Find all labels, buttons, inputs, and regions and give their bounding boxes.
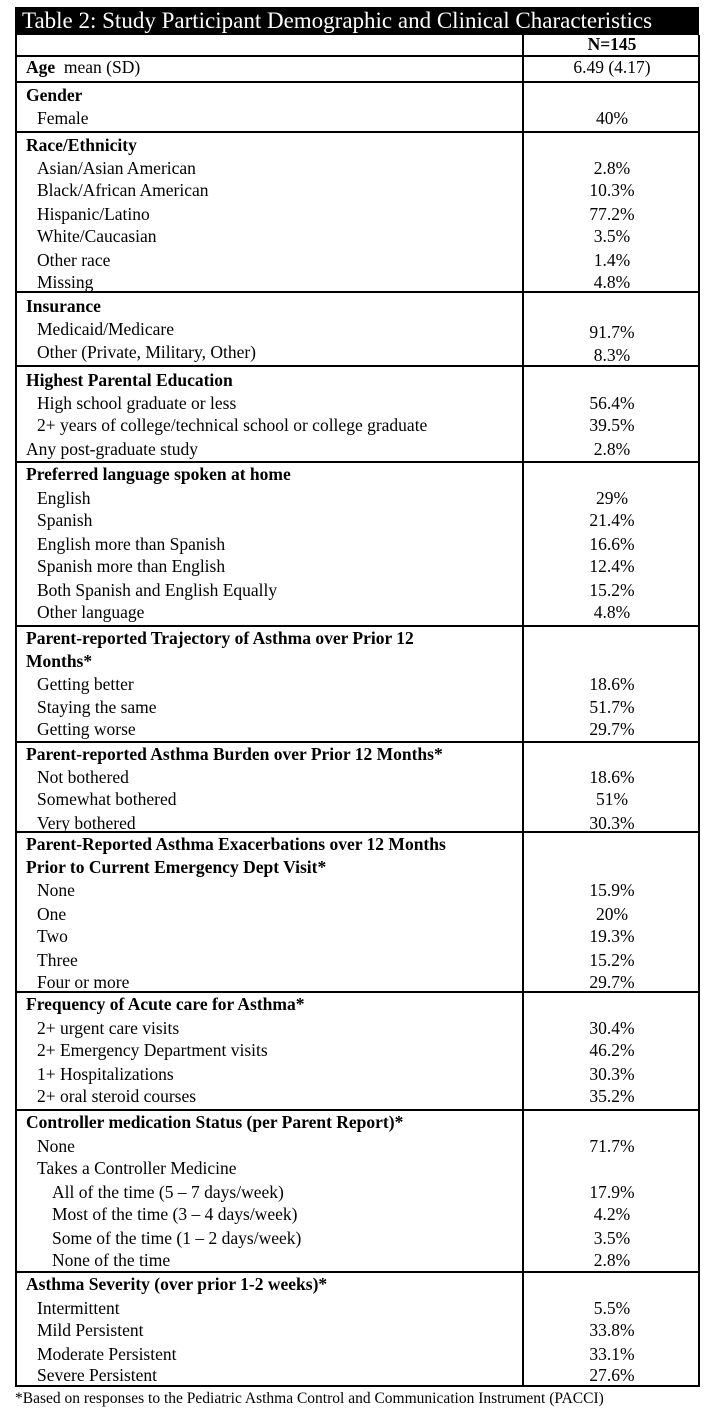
row-value: 29% — [595, 488, 629, 508]
table-row — [17, 1249, 698, 1272]
table-row — [17, 533, 698, 556]
section-heading: Frequency of Acute care for Asthma* — [26, 994, 305, 1014]
row-label: Missing — [37, 272, 94, 292]
row-value: 4.2% — [593, 1204, 631, 1224]
row-label: Most of the time (3 – 4 days/week) — [52, 1204, 298, 1224]
table-row — [17, 1017, 698, 1040]
age-label — [26, 56, 516, 79]
row-label: Medicaid/Medicare — [37, 319, 175, 339]
row-value: 4.8% — [593, 272, 631, 292]
age-value: 6.49 (4.17) — [573, 57, 651, 77]
table-row — [17, 414, 698, 437]
demographics-table — [15, 35, 700, 1387]
row-value: 27.6% — [589, 1365, 635, 1385]
row-value: 5.5% — [593, 1298, 631, 1318]
row-value: 12.4% — [589, 556, 635, 576]
row-label: Hispanic/Latino — [37, 204, 150, 224]
table-row — [17, 1343, 698, 1366]
table-row — [17, 179, 698, 202]
row-value: 29.7% — [589, 719, 635, 739]
row-value: 3.5% — [593, 1228, 631, 1248]
row-label: Spanish — [37, 510, 93, 530]
row-label: 2+ oral steroid courses — [37, 1086, 197, 1106]
section-heading-continued: Months* — [26, 651, 93, 671]
row-value: 77.2% — [589, 204, 635, 224]
race-section — [17, 131, 698, 291]
row-value: 15.2% — [589, 950, 635, 970]
row-label: High school graduate or less — [37, 393, 237, 413]
row-value: 51% — [595, 789, 629, 809]
row-value: 30.4% — [589, 1018, 635, 1038]
row-label: 2+ urgent care visits — [37, 1018, 180, 1038]
row-value: 20% — [595, 904, 629, 924]
row-value: 4.8% — [593, 602, 631, 622]
table-row — [17, 249, 698, 272]
row-value: 21.4% — [589, 510, 635, 530]
row-label: 2+ Emergency Department visits — [37, 1040, 268, 1060]
row-label: 2+ years of college/technical school or college graduate — [37, 415, 428, 435]
row-value: 51.7% — [589, 697, 635, 717]
table-row — [17, 1203, 698, 1226]
table-row — [17, 318, 698, 341]
row-label: Not bothered — [37, 767, 129, 787]
row-value: 18.6% — [589, 674, 635, 694]
controller-section — [17, 1109, 698, 1271]
row-label: Other race — [37, 250, 111, 270]
section-heading: Asthma Severity (over prior 1-2 weeks)* — [26, 1274, 328, 1294]
table-row — [17, 225, 698, 248]
table-title: Table 2: Study Participant Demographic and Clinical Characteristics — [15, 7, 699, 35]
row-label: None — [37, 1136, 75, 1156]
row-label: Very bothered — [37, 813, 136, 833]
section-heading: Controller medication Status (per Parent Report)* — [26, 1112, 404, 1132]
row-value: 16.6% — [589, 534, 635, 554]
table-row — [17, 1181, 698, 1204]
row-label: None — [37, 880, 75, 900]
section-heading: Parent-reported Trajectory of Asthma over Prior 12 — [26, 628, 414, 648]
row-label: Both Spanish and English Equally — [37, 580, 278, 600]
row-value: 3.5% — [593, 226, 631, 246]
table-row — [17, 1227, 698, 1250]
table-row — [17, 696, 698, 719]
row-label: Two — [37, 926, 68, 946]
table-row — [17, 1063, 698, 1086]
table-row — [17, 879, 698, 902]
table-row — [17, 509, 698, 532]
row-value: 19.3% — [589, 926, 635, 946]
row-label: Moderate Persistent — [37, 1344, 177, 1364]
table-row — [17, 203, 698, 226]
row-label: Severe Persistent — [37, 1365, 158, 1385]
row-label: Three — [37, 950, 78, 970]
row-value: 39.5% — [589, 415, 635, 435]
section-heading-continued: Prior to Current Emergency Dept Visit* — [26, 857, 327, 877]
table-row — [17, 1039, 698, 1062]
row-value: 2.8% — [593, 158, 631, 178]
sample-size-header: N=145 — [587, 34, 637, 54]
section-heading: Gender — [26, 85, 83, 105]
row-label: Other language — [37, 602, 145, 622]
language-section — [17, 461, 698, 625]
row-value: 40% — [595, 108, 629, 128]
header-section — [17, 35, 698, 55]
section-heading: Parent-reported Asthma Burden over Prior 12 Months* — [26, 744, 443, 764]
row-value: 33.1% — [589, 1344, 635, 1364]
row-label: mean (SD) — [63, 57, 141, 77]
row-label: Getting worse — [37, 719, 136, 739]
row-value: 15.2% — [589, 580, 635, 600]
row-label: Other (Private, Military, Other) — [37, 342, 257, 362]
row-label: Female — [37, 108, 89, 128]
row-label: English more than Spanish — [37, 534, 226, 554]
row-value: 91.7% — [589, 322, 635, 342]
section-heading: Preferred language spoken at home — [26, 464, 291, 484]
row-label: 1+ Hospitalizations — [37, 1064, 174, 1084]
row-value: 35.2% — [589, 1086, 635, 1106]
row-value: 10.3% — [589, 180, 635, 200]
row-value: 15.9% — [589, 880, 635, 900]
table-row — [17, 718, 698, 741]
table-row — [17, 949, 698, 972]
table-row — [17, 579, 698, 602]
row-label: Takes a Controller Medicine — [37, 1158, 237, 1178]
table-row — [17, 766, 698, 789]
table-row — [17, 1319, 698, 1342]
table-row — [17, 1364, 698, 1387]
section-heading: Insurance — [26, 296, 101, 316]
row-label: None of the time — [52, 1250, 171, 1270]
row-value: 56.4% — [589, 393, 635, 413]
table-row — [17, 107, 698, 130]
row-label: Somewhat bothered — [37, 789, 177, 809]
table-row — [17, 487, 698, 510]
table-row — [17, 925, 698, 948]
table-row — [17, 1157, 698, 1180]
burden-section — [17, 741, 698, 831]
insurance-section — [17, 291, 698, 365]
table-row — [17, 438, 698, 461]
row-value: 71.7% — [589, 1136, 635, 1156]
row-value: 30.3% — [589, 813, 635, 833]
row-value: 17.9% — [589, 1182, 635, 1202]
row-label: English — [37, 488, 91, 508]
row-label: Some of the time (1 – 2 days/week) — [52, 1228, 302, 1248]
row-label: Getting better — [37, 674, 134, 694]
row-label: Staying the same — [37, 697, 157, 717]
row-value: 46.2% — [589, 1040, 635, 1060]
table-row — [17, 903, 698, 926]
row-value: 29.7% — [589, 972, 635, 992]
section-heading: Race/Ethnicity — [26, 135, 137, 155]
row-label: Black/African American — [37, 180, 209, 200]
table-row — [17, 1085, 698, 1108]
row-label: Intermittent — [37, 1298, 120, 1318]
row-label: Mild Persistent — [37, 1320, 144, 1340]
table-row — [17, 601, 698, 624]
row-label: Any post-graduate study — [26, 439, 199, 459]
row-label: Age — [26, 57, 56, 77]
gender-section — [17, 81, 698, 131]
row-value: 2.8% — [593, 439, 631, 459]
row-value: 8.3% — [593, 345, 631, 365]
table-row — [17, 555, 698, 578]
row-label: One — [37, 904, 67, 924]
table-footnote: *Based on responses to the Pediatric Asthma Control and Communication Instrument (PACCI) — [15, 1390, 604, 1407]
row-label: Spanish more than English — [37, 556, 226, 576]
row-label: White/Caucasian — [37, 226, 157, 246]
section-heading: Parent-Reported Asthma Exacerbations over 12 Months — [26, 834, 446, 854]
table-row — [17, 392, 698, 415]
section-heading: Highest Parental Education — [26, 370, 233, 390]
table-row — [17, 673, 698, 696]
education-section — [17, 365, 698, 461]
table-row — [17, 341, 698, 364]
age-section — [17, 55, 698, 81]
trajectory-section — [17, 625, 698, 741]
severity-section — [17, 1271, 698, 1387]
row-value: 1.4% — [593, 250, 631, 270]
table-row — [17, 1135, 698, 1158]
row-label: All of the time (5 – 7 days/week) — [52, 1182, 284, 1202]
exacerbations-section — [17, 831, 698, 991]
row-label: Asian/Asian American — [37, 158, 196, 178]
row-label: Four or more — [37, 972, 130, 992]
acute-care-section — [17, 991, 698, 1109]
table-row — [17, 788, 698, 811]
row-value: 30.3% — [589, 1064, 635, 1084]
table-row — [17, 157, 698, 180]
row-value: 18.6% — [589, 767, 635, 787]
row-value: 2.8% — [593, 1250, 631, 1270]
table-row — [17, 1297, 698, 1320]
row-value: 33.8% — [589, 1320, 635, 1340]
